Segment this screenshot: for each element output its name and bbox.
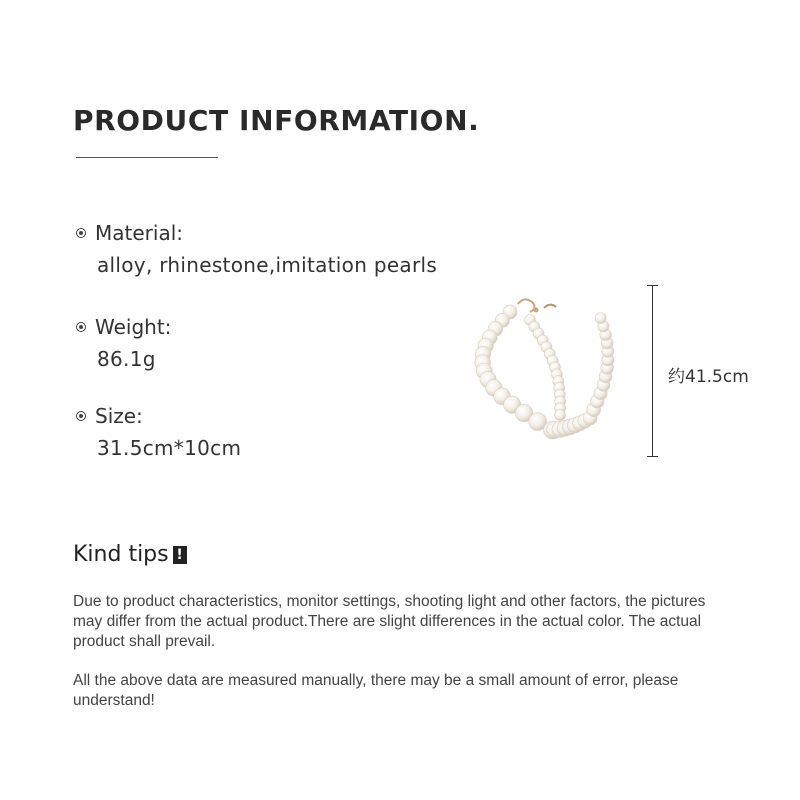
spec-size-value: 31.5cm*10cm bbox=[97, 436, 242, 460]
kind-tips-label: Kind tips bbox=[73, 542, 169, 567]
clasp-icon bbox=[518, 299, 556, 312]
spec-material-label: Material: bbox=[95, 221, 183, 245]
spec-size bbox=[76, 404, 241, 460]
spec-size-label: Size: bbox=[95, 404, 143, 428]
dimension-line bbox=[652, 285, 653, 457]
bullet-icon bbox=[76, 322, 86, 332]
page-title: PRODUCT INFORMATION. bbox=[73, 104, 480, 137]
kind-tips-title bbox=[73, 542, 187, 567]
bullet-icon bbox=[76, 411, 86, 421]
spec-weight bbox=[76, 315, 171, 371]
dimension-cap-top bbox=[647, 285, 658, 286]
spec-material-value: alloy, rhinestone,imitation pearls bbox=[97, 253, 438, 277]
dimension-label: 约41.5cm bbox=[668, 367, 749, 387]
tips-paragraph-1: Due to product characteristics, monitor settings, shooting light and other factors, the pictures may differ from the actual product.There are slight differences in the actual color. The actual product shall prevail. bbox=[73, 593, 706, 650]
pearl bbox=[595, 313, 606, 324]
pearl-bracelet-image bbox=[460, 290, 640, 455]
exclamation-icon: ! bbox=[173, 546, 187, 564]
tips-paragraph-2: All the above data are measured manually, there may be a small amount of error, please understand! bbox=[73, 672, 679, 709]
title-divider bbox=[76, 157, 218, 158]
spec-material bbox=[76, 221, 437, 277]
spec-weight-value: 86.1g bbox=[97, 347, 156, 371]
pearl bbox=[555, 410, 566, 421]
dimension-cap-bottom bbox=[647, 456, 658, 457]
spec-weight-label: Weight: bbox=[95, 315, 172, 339]
bullet-icon bbox=[76, 228, 86, 238]
